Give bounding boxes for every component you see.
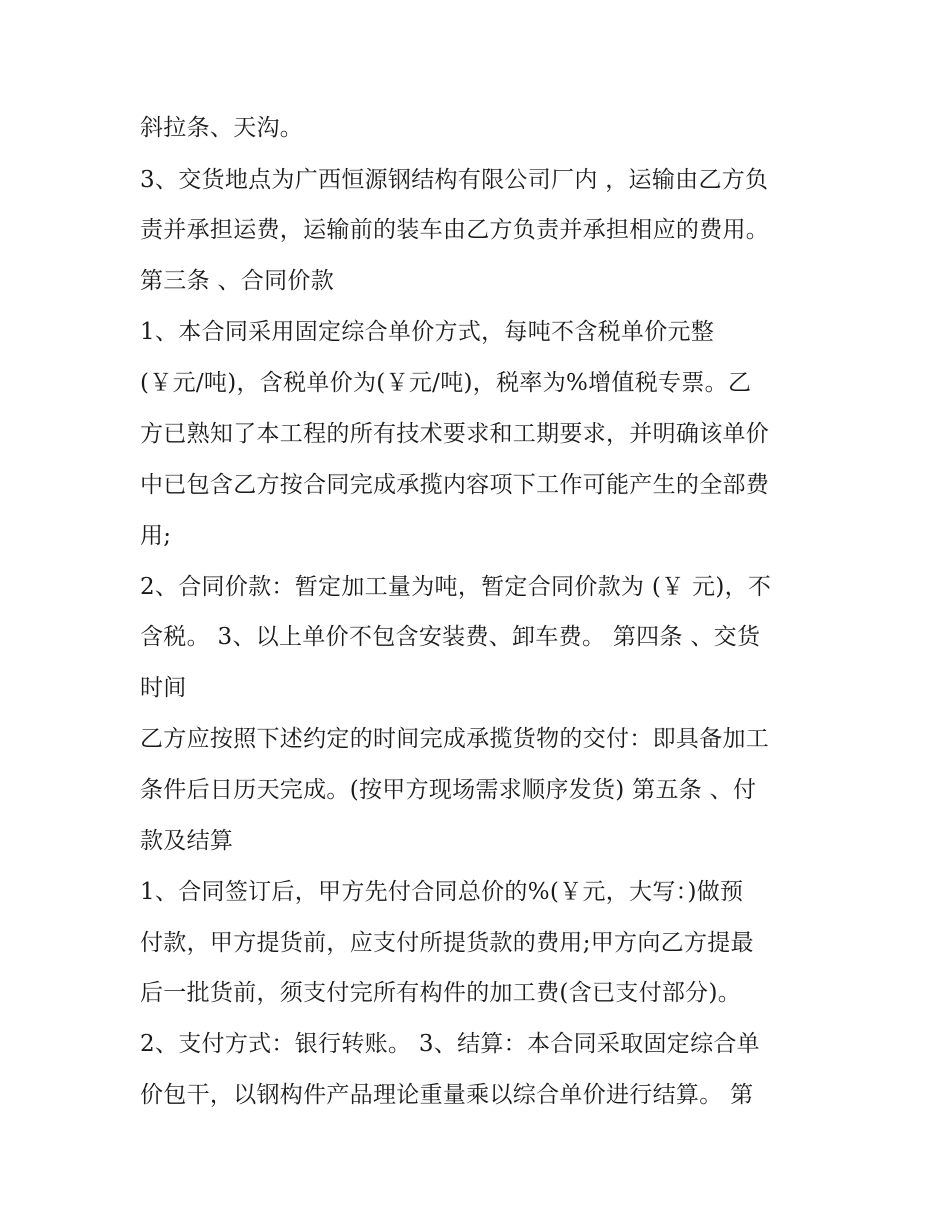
text-line: 时间 — [140, 675, 187, 701]
text-line: 含税。 3、以上单价不包含安装费、卸车费。 第四条 、交货 — [140, 624, 761, 650]
text-line: 后一批货前，须支付完所有构件的加工费(含已支付部分)。 — [140, 980, 742, 1006]
text-line: 乙方应按照下述约定的时间完成承揽货物的交付：即具备加工 — [140, 726, 770, 752]
text-line: 款及结算 — [140, 828, 234, 854]
text-line: 斜拉条、天沟。 — [140, 115, 304, 141]
section-heading: 第三条 、合同价款 — [140, 268, 335, 294]
text-line: 中已包含乙方按合同完成承揽内容项下工作可能产生的全部费 — [140, 472, 770, 498]
text-line: 方已熟知了本工程的所有技术要求和工期要求，并明确该单价 — [140, 421, 770, 447]
text-line: 付款，甲方提货前，应支付所提货款的费用;甲方向乙方提最 — [140, 930, 754, 956]
text-line: 1、合同签订后，甲方先付合同总价的%(￥元，大写：)做预 — [140, 879, 744, 905]
text-line: 责并承担运费，运输前的装车由乙方负责并承担相应的费用。 — [140, 217, 770, 243]
text-line: 2、支付方式：银行转账。 3、结算：本合同采取固定综合单 — [140, 1031, 760, 1057]
text-line: 条件后日历天完成。(按甲方现场需求顺序发货) 第五条 、付 — [140, 777, 757, 803]
text-line: 1、本合同采用固定综合单价方式，每吨不含税单价元整 — [140, 319, 715, 345]
text-line: 用; — [140, 523, 172, 549]
text-line: 2、合同价款：暂定加工量为吨，暂定合同价款为 (￥ 元)，不 — [140, 574, 772, 600]
text-line: 3、交货地点为广西恒源钢结构有限公司厂内 ，运输由乙方负 — [140, 167, 769, 193]
text-line: (￥元/吨)，含税单价为(￥元/吨)，税率为%增值税专票。乙 — [140, 370, 752, 396]
text-line: 价包干，以钢构件产品理论重量乘以综合单价进行结算。 第 — [140, 1082, 754, 1108]
